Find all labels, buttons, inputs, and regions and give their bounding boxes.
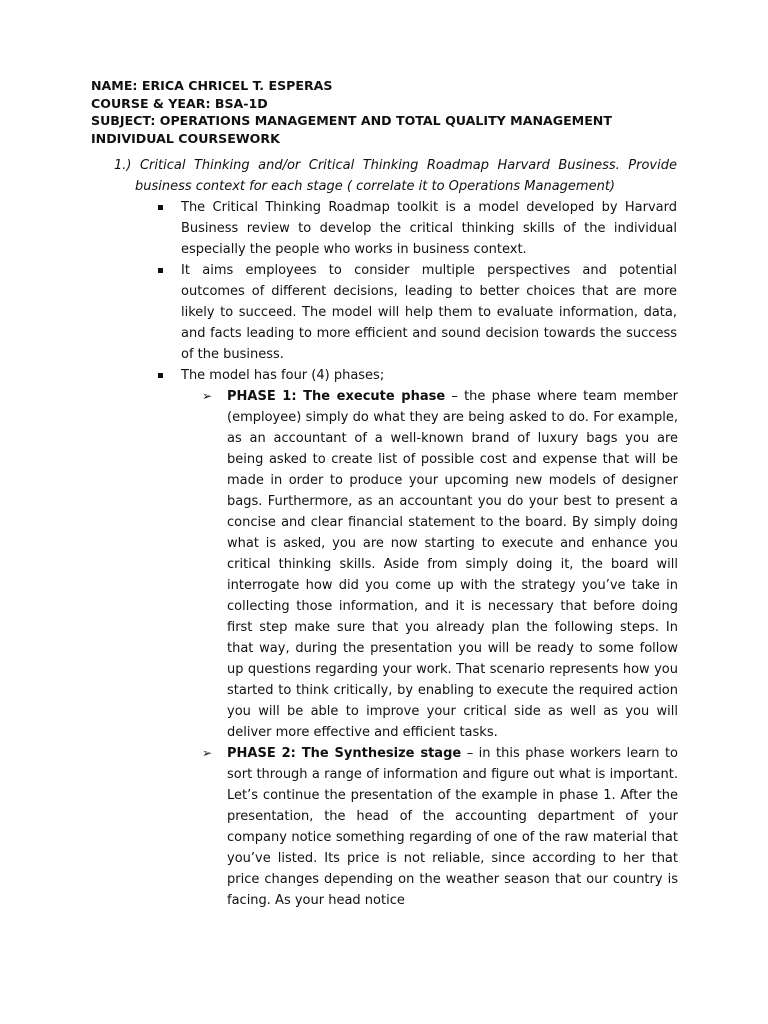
bullet-item bbox=[155, 260, 677, 365]
square-bullet-icon bbox=[158, 268, 163, 273]
square-bullet-icon bbox=[158, 373, 163, 378]
bullet-item bbox=[155, 197, 677, 260]
course-year: COURSE & YEAR: BSA-1D bbox=[91, 95, 268, 111]
phase-text: – the phase where team member (employee) simply do what they are being asked to do. For example, as an accountant of a well-known brand of luxury bags you are being asked to create list of possible cost and expense that will be made in order to produce your upcoming new models of designer bags. Furthermore, as an accountant you do your best to present a concise and clear financial statement to the board. By simply doing what is asked, you are now starting to execute and enhance you critical thinking skills. Aside from simply doing it, the board will interrogate how did you come up with the strategy you’ve take in collecting those information, and it is necessary that before doing first step make sure that you already plan the following steps. In that way, during the presentation you will be ready to some follow up questions regarding your work. That scenario represents how you started to think critically, by enabling to execute the required action you will be able to improve your critical side as well as you will deliver more effective and efficient tasks. bbox=[227, 389, 678, 740]
phase-title: PHASE 2: The Synthesize stage bbox=[227, 746, 462, 761]
phase-text: – in this phase workers learn to sort through a range of information and figure out what is important. Let’s continue the presentation of the example in phase 1. After the presentation, the head of the accounting department of your company notice something regarding of one of the raw material that you’ve listed. Its price is not reliable, since according to her that price changes depending on the weather season that our country is facing. As your head notice bbox=[227, 746, 678, 908]
phase-title: PHASE 1: The execute phase bbox=[227, 389, 446, 404]
bullet-text: The Critical Thinking Roadmap toolkit is a model developed by Harvard Business review to develop the critical thinking skills of the individual especially the people who works in business context. bbox=[181, 200, 677, 257]
bullet-list bbox=[155, 197, 677, 911]
subject-line: SUBJECT: OPERATIONS MANAGEMENT AND TOTAL QUALITY MANAGEMENT bbox=[91, 113, 612, 128]
phase-item bbox=[181, 743, 678, 911]
bullet-item bbox=[155, 365, 677, 911]
student-name: NAME: ERICA CHRICEL T. ESPERAS bbox=[91, 78, 333, 93]
phase-item bbox=[181, 386, 678, 743]
question-prompt bbox=[114, 155, 677, 197]
square-bullet-icon bbox=[158, 205, 163, 210]
bullet-text: It aims employees to consider multiple perspectives and potential outcomes of different decisions, leading to better choices that are more likely to succeed. The model will help them to evaluate information, data, and facts leading to more efficient and sound decision towards the success of the business. bbox=[181, 263, 677, 362]
question-line-1: 1.) Critical Thinking and/or Critical Thinking Roadmap Harvard Business. Provide bbox=[114, 158, 677, 173]
coursework-type: INDIVIDUAL COURSEWORK bbox=[91, 130, 280, 146]
question-line-2: business context for each stage ( correlate it to Operations Management) bbox=[135, 179, 615, 194]
document-header bbox=[91, 77, 681, 147]
bullet-text: The model has four (4) phases; bbox=[181, 368, 385, 383]
phase-list bbox=[181, 386, 677, 911]
arrow-bullet-icon: ➢ bbox=[202, 389, 213, 403]
arrow-bullet-icon: ➢ bbox=[202, 746, 213, 760]
